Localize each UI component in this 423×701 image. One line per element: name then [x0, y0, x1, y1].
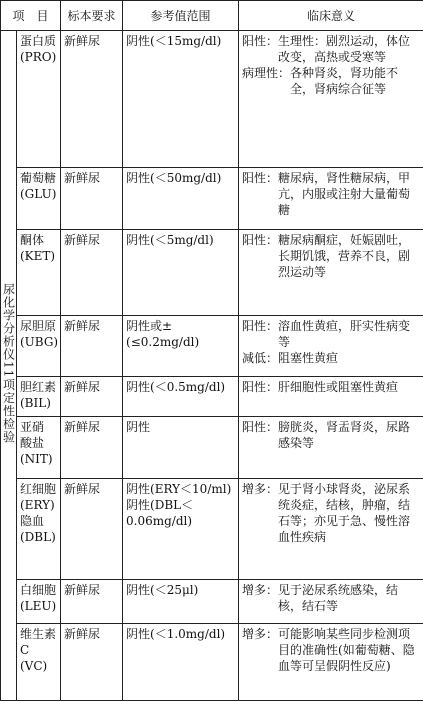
- header-reference: 参考值范围: [123, 1, 239, 31]
- reference-cell: [123, 624, 239, 701]
- item-name-line: 维生素: [20, 626, 57, 642]
- item-cell: [17, 417, 61, 479]
- specimen-cell: 新鲜尿: [61, 417, 123, 479]
- specimen-cell: 新鲜尿: [61, 624, 123, 701]
- reference-line: 阴性(ERY＜10/ml): [126, 481, 235, 497]
- significance-line: [242, 481, 420, 545]
- significance-line: [242, 419, 420, 451]
- item-name-line: 亚硝: [20, 419, 57, 435]
- header-row: [1, 1, 423, 31]
- significance-text: 膀胱炎，肾盂肾炎，尿路感染等: [278, 419, 420, 451]
- table-row: [1, 168, 423, 230]
- reference-line: 阴性(＜0.5mg/dl): [126, 379, 235, 395]
- header-specimen: 标本要求: [61, 1, 123, 31]
- table-row: [1, 580, 423, 624]
- significance-line: [242, 318, 420, 350]
- significance-label: 阳性：: [242, 33, 278, 65]
- significance-line: [242, 232, 420, 280]
- table-row: [1, 624, 423, 701]
- significance-text: 见于肾小球肾炎，泌尿系统炎症，结核，肿瘤，结石等；亦见于急、慢性溶血性疾病: [278, 481, 420, 545]
- significance-label: 增多：: [242, 626, 278, 674]
- specimen-cell: 新鲜尿: [61, 580, 123, 624]
- item-cell: [17, 168, 61, 230]
- item-name-line: (KET): [20, 248, 57, 264]
- significance-label: 增多：: [242, 481, 278, 545]
- reference-cell: [123, 230, 239, 316]
- reference-cell: [123, 479, 239, 580]
- item-name-line: (BIL): [20, 395, 57, 411]
- significance-label: 阳性：: [242, 379, 278, 395]
- reference-cell: [123, 31, 239, 168]
- item-name-line: 胆红素: [20, 379, 57, 395]
- item-name-line: (LEU): [20, 598, 57, 614]
- item-name-line: 葡萄糖: [20, 170, 57, 186]
- significance-line: [242, 170, 420, 218]
- significance-label: 病理性：: [242, 65, 290, 97]
- significance-text: 溶血性黄疸，肝实性病变等: [278, 318, 420, 350]
- item-name-line: 酸盐: [20, 435, 57, 451]
- table-row: [1, 417, 423, 479]
- header-category: 项 目: [1, 1, 61, 31]
- item-name-line: (NIT): [20, 451, 57, 467]
- significance-cell: [239, 316, 423, 377]
- specimen-cell: 新鲜尿: [61, 31, 123, 168]
- item-cell: [17, 580, 61, 624]
- table-row: [1, 377, 423, 417]
- significance-line: [242, 350, 420, 366]
- item-name-line: (UBG): [20, 334, 57, 350]
- item-name-line: 酮体: [20, 232, 57, 248]
- significance-text: 糖尿病，肾性糖尿病，甲亢，内服或注射大量葡萄糖: [278, 170, 420, 218]
- significance-label: 阳性：: [242, 170, 278, 218]
- significance-text: 见于泌尿系统感染，结核，结石等: [278, 582, 420, 614]
- significance-line: [242, 626, 420, 674]
- item-name-line: 隐血: [20, 513, 57, 529]
- category-label: 尿化学分析仪11项定性检验: [2, 283, 16, 443]
- significance-cell: [239, 31, 423, 168]
- reference-cell: [123, 377, 239, 417]
- significance-label: 阳性：: [242, 318, 278, 350]
- significance-label: 增多：: [242, 582, 278, 614]
- significance-label: 阳性：: [242, 419, 278, 451]
- item-cell: [17, 230, 61, 316]
- specimen-cell: 新鲜尿: [61, 168, 123, 230]
- item-name-line: C: [20, 642, 57, 658]
- item-name-line: (VC): [20, 658, 57, 674]
- significance-cell: [239, 377, 423, 417]
- significance-cell: [239, 417, 423, 479]
- item-cell: [17, 377, 61, 417]
- table-row: [1, 230, 423, 316]
- table-row: [1, 479, 423, 580]
- reference-line: 阴性(DBL＜0.06mg/dl): [126, 497, 235, 529]
- significance-cell: [239, 479, 423, 580]
- significance-line: [242, 65, 420, 97]
- specimen-cell: 新鲜尿: [61, 316, 123, 377]
- header-significance: 临床意义: [239, 1, 423, 31]
- significance-label: 减低：: [242, 350, 278, 366]
- specimen-cell: 新鲜尿: [61, 230, 123, 316]
- reference-cell: [123, 168, 239, 230]
- specimen-cell: 新鲜尿: [61, 479, 123, 580]
- item-cell: [17, 31, 61, 168]
- item-cell: [17, 624, 61, 701]
- item-name-line: 红细胞: [20, 481, 57, 497]
- specimen-cell: 新鲜尿: [61, 377, 123, 417]
- item-name-line: (DBL): [20, 529, 57, 545]
- reference-cell: [123, 316, 239, 377]
- item-cell: [17, 316, 61, 377]
- significance-cell: [239, 624, 423, 701]
- significance-text: 阻塞性黄疸: [278, 350, 420, 366]
- reference-line: 阴性(＜1.0mg/dl): [126, 626, 235, 642]
- item-name-line: 蛋白质: [20, 33, 57, 49]
- table-row: [1, 316, 423, 377]
- significance-text: 各种肾炎，肾功能不全，肾病综合征等: [290, 65, 420, 97]
- item-name-line: 白细胞: [20, 582, 57, 598]
- significance-text: 糖尿病酮症，妊娠剧吐，长期饥饿，营养不良，剧烈运动等: [278, 232, 420, 280]
- significance-text: 可能影响某些同步检测项目的准确性(如葡萄糖、隐血等可呈假阴性反应): [278, 626, 420, 674]
- reference-line: 阴性(＜5mg/dl): [126, 232, 235, 248]
- item-cell: [17, 479, 61, 580]
- significance-text: 生理性：剧烈运动，体位改变，高热或受寒等: [278, 33, 420, 65]
- reference-cell: [123, 580, 239, 624]
- significance-line: [242, 379, 420, 395]
- item-name-line: 尿胆原: [20, 318, 57, 334]
- table-body: [1, 31, 423, 701]
- significance-cell: [239, 580, 423, 624]
- table-row: [1, 31, 423, 168]
- item-name-line: (ERY): [20, 497, 57, 513]
- reference-line: 阴性(＜15mg/dl): [126, 33, 235, 49]
- significance-line: [242, 582, 420, 614]
- significance-label: 阳性：: [242, 232, 278, 280]
- reference-line: 阴性(＜50mg/dl): [126, 170, 235, 186]
- item-name-line: (GLU): [20, 186, 57, 202]
- reference-line: 阴性或±(≤0.2mg/dl): [126, 318, 235, 350]
- significance-cell: [239, 230, 423, 316]
- significance-line: [242, 33, 420, 65]
- reference-cell: [123, 417, 239, 479]
- reference-line: 阴性(＜25μl): [126, 582, 235, 598]
- significance-text: 肝细胞性或阻塞性黄疸: [278, 379, 420, 395]
- significance-cell: [239, 168, 423, 230]
- category-cell: [1, 31, 17, 701]
- item-name-line: (PRO): [20, 49, 57, 65]
- reference-line: 阴性: [126, 419, 235, 435]
